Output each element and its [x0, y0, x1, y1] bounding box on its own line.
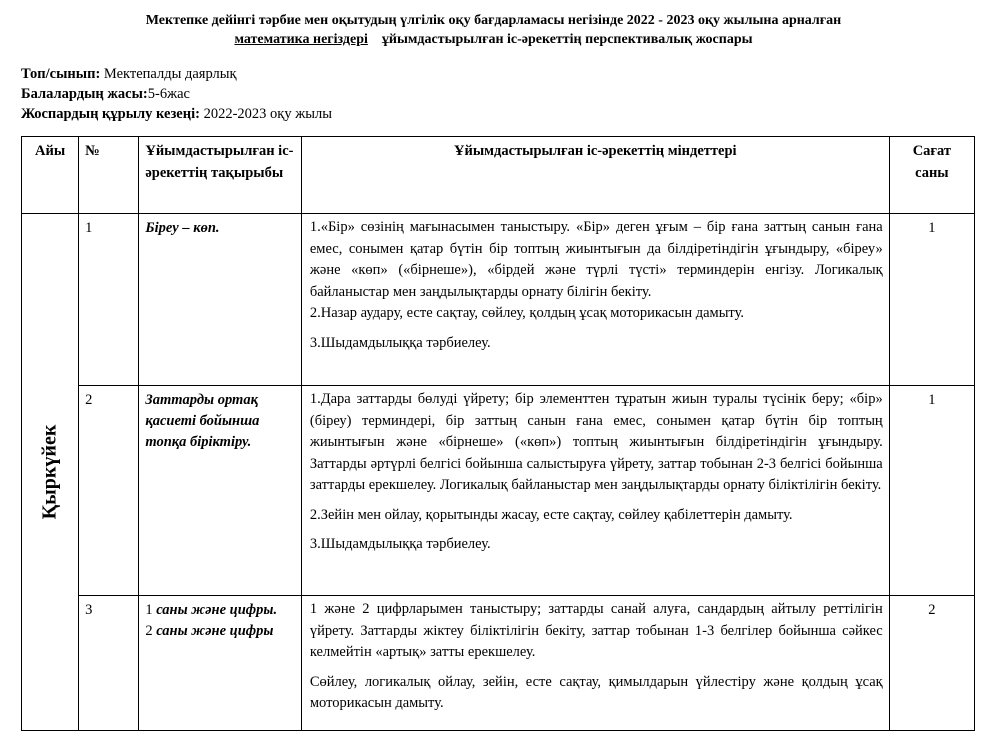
table-row [22, 386, 975, 596]
row-tasks [301, 386, 889, 596]
row-number: 3 [79, 596, 139, 731]
table-row [22, 596, 975, 731]
age-line [21, 84, 332, 104]
title-line-1: Мектепке дейінгі тәрбие мен оқытудың үлгілік оқу бағдарламасы негізінде 2022 - 2023 оқу жылына арналған [145, 13, 842, 28]
header-topic: Ұйымдастырылған іс-әрекеттің тақырыбы [139, 137, 302, 214]
period-value: 2022-2023 оқу жылы [203, 106, 332, 122]
group-line [21, 64, 332, 84]
task-item: 1 және 2 цифрларымен таныстыру; заттарды санай алуға, сандардың айтылу реттілігін үйрету. Заттарды жіктеу біліктілігін бекіту, заттар тобынан 1-3 белгілер бойынша сәйкес келмейтін «артық» затты ерекшелеу. [309, 601, 883, 660]
row-topic: Заттарды ортақ қасиеті бойынша топқа біріктіру. [139, 386, 302, 596]
header-tasks: Ұйымдастырылған іс-әрекеттің міндеттері [301, 137, 889, 214]
group-label: Топ/сынып: [21, 66, 101, 82]
month-label: Қыркүйек [38, 424, 61, 520]
age-label: Балалардың жасы: [21, 86, 148, 102]
header-no: № [79, 137, 139, 214]
row-tasks [301, 596, 889, 731]
table-row [22, 214, 975, 386]
period-line [21, 104, 332, 124]
task-item: 3.Шыдамдылыққа тәрбиелеу. [309, 334, 491, 351]
topic-line: 2 саны және цифры [145, 623, 274, 639]
row-hours: 2 [889, 596, 974, 731]
title-line-2 [0, 30, 987, 49]
title-line-2-rest: ұйымдастырылған іс-әрекеттің перспективалық жоспары [381, 32, 753, 47]
table-header-row [22, 137, 975, 214]
period-label: Жоспардың құрылу кезеңі: [21, 106, 200, 122]
header-month: Айы [22, 137, 79, 214]
task-item: 3.Шыдамдылыққа тәрбиелеу. [309, 536, 491, 552]
header-hours: Сағат саны [889, 137, 974, 214]
group-value: Мектепалды даярлық [103, 66, 237, 82]
plan-table [21, 136, 975, 731]
task-item: 2.Назар аудару, есте сақтау, сөйлеу, қолдың ұсақ моторикасын дамыту. [309, 305, 745, 321]
plan-meta [21, 64, 332, 124]
task-item: 2.Зейін мен ойлау, қорытынды жасау, есте сақтау, сөйлеу қабілеттерін дамыту. [309, 506, 793, 523]
topic-line: 1 саны және цифры. [145, 602, 278, 618]
row-tasks [301, 214, 889, 386]
subject-name: математика негіздері [234, 32, 368, 47]
month-cell [22, 214, 79, 731]
row-topic: Біреу – көп. [139, 214, 302, 386]
row-topic [139, 596, 302, 731]
task-item: Сөйлеу, логикалық ойлау, зейін, есте сақтау, қимылдарын үйлестіру және қолдың ұсақ моторикасын дамыту. [309, 673, 883, 711]
task-item: 1.«Бір» сөзінің мағынасымен таныстыру. «Бір» деген ұғым – бір ғана заттың санын ғана емес, сонымен қатар бүтін бір топтың жиынтығын да білдіретіндігін ұғындыру, «біреу» және «көп» («бірнеше»), «бірдей және түрлі түсті» терминдерін енгізу. Логикалық байланыстар мен заңдылықтарды орнату білігін бекіту. [309, 219, 883, 300]
row-number: 2 [79, 386, 139, 596]
document-title [0, 11, 987, 49]
age-value: 5-6жас [147, 86, 190, 102]
row-number: 1 [79, 214, 139, 386]
task-item: 1.Дара заттарды бөлуді үйрету; бір элементтен тұратын жиын туралы түсінік беру; «бір» (біреу) терминдері, бір заттың санын ғана емес, сонымен қатар бүтін бір топтың жиынтығын және «бірнеше» («көп») топтың жиынтығын білдіретіндігін ұғындыру. Заттарды әртүрлі белгісі бойынша салыстыруға үйрету, заттар тобынан 2-3 белгісі бойынша заттарды ерекшелеу. Логикалық байланыстар мен заңдылықтарды орнату біліктілігін бекіту. [309, 391, 883, 493]
row-hours: 1 [889, 386, 974, 596]
row-hours: 1 [889, 214, 974, 386]
